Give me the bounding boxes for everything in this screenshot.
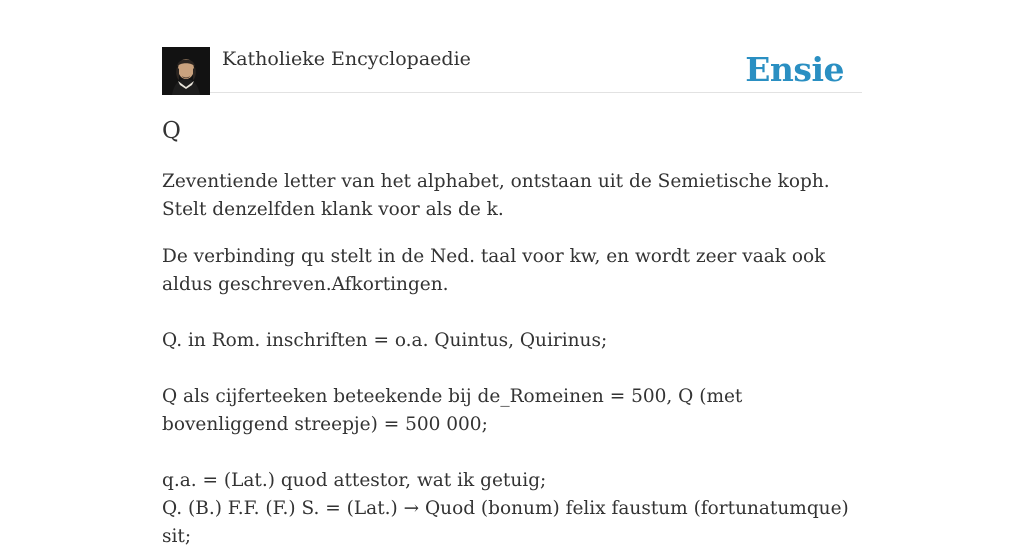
abbreviation-line: q.a. = (Lat.) quod attestor, wat ik getuig; bbox=[162, 470, 547, 491]
line-break bbox=[162, 439, 862, 467]
abbreviation-line: Q. in Rom. inschriften = o.a. Quintus, Quirinus; bbox=[162, 330, 608, 351]
line-break bbox=[162, 299, 862, 327]
portrait-avatar[interactable] bbox=[162, 47, 210, 95]
paragraph-qu: De verbinding qu stelt in de Ned. taal voor kw, en wordt zeer vaak ook aldus geschreven.Afkortingen. bbox=[162, 246, 826, 295]
article-body bbox=[162, 168, 862, 551]
site-title[interactable]: Katholieke Encyclopaedie bbox=[222, 48, 471, 70]
paragraph-definition: Zeventiende letter van het alphabet, ontstaan uit de Semietische koph. Stelt denzelfden klank voor als de k. bbox=[162, 171, 830, 220]
abbreviation-line: Q. (B.) F.F. (F.) S. = (Lat.) → Quod (bonum) felix faustum (fortunatumque) sit; bbox=[162, 498, 849, 547]
abbreviation-line: Q als cijferteeken beteekende bij de_Romeinen = 500, Q (met bovenliggend streepje) = 500 000; bbox=[162, 386, 743, 435]
page-title: Q bbox=[162, 118, 181, 144]
brand-logo[interactable]: Ensie bbox=[745, 50, 844, 89]
site-header bbox=[162, 44, 862, 93]
portrait-icon bbox=[162, 47, 210, 95]
line-break bbox=[162, 355, 862, 383]
